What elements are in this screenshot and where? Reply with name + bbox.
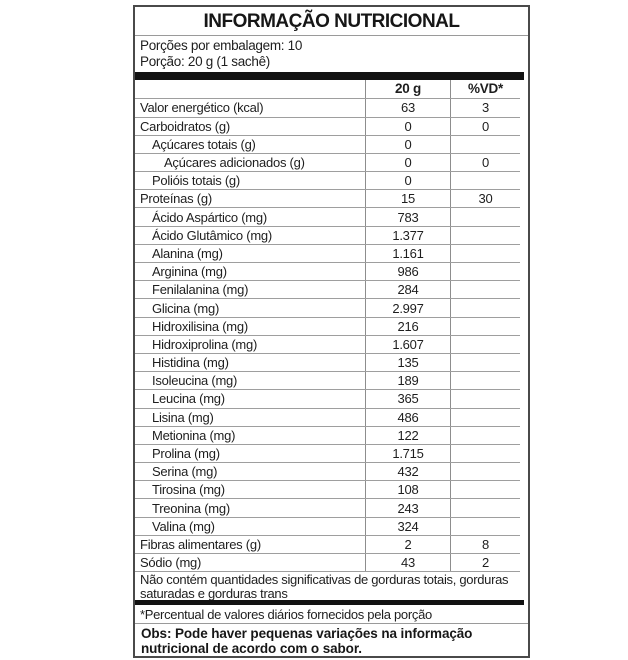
nutrient-amount: 1.161 <box>365 245 450 262</box>
nutrient-dv: 2 <box>450 554 520 571</box>
table-row <box>135 172 520 190</box>
nutrient-dv <box>450 390 520 407</box>
nutrient-amount: 0 <box>365 154 450 171</box>
table-row <box>135 536 520 554</box>
nutrient-dv <box>450 299 520 316</box>
divider-bar-top <box>135 72 524 80</box>
nutrient-amount: 1.715 <box>365 445 450 462</box>
nutrient-dv <box>450 445 520 462</box>
nutrient-label: Arginina (mg) <box>152 264 227 280</box>
table-row <box>135 518 520 536</box>
nutrient-label: Açúcares totais (g) <box>152 136 256 152</box>
nutrient-amount: 1.607 <box>365 336 450 353</box>
table-row <box>135 427 520 445</box>
nutrient-label: Proteínas (g) <box>140 191 212 207</box>
nutrient-amount: 0 <box>365 136 450 153</box>
table-row <box>135 136 520 154</box>
nutrient-dv <box>450 336 520 353</box>
nutrient-label: Glicina (mg) <box>152 300 220 316</box>
table-row <box>135 154 520 172</box>
nutrient-amount: 15 <box>365 190 450 207</box>
table-row <box>135 554 520 572</box>
nutrient-amount: 189 <box>365 372 450 389</box>
nutrient-label: Lisina (mg) <box>152 409 214 425</box>
nutrient-label: Treonina (mg) <box>152 500 230 516</box>
nutrient-label: Hidroxilisina (mg) <box>152 318 248 334</box>
nutrient-dv <box>450 427 520 444</box>
serving-size: Porção: 20 g (1 sachê) <box>140 54 270 69</box>
nutrient-amount: 243 <box>365 499 450 516</box>
nutrient-dv <box>450 318 520 335</box>
nutrient-amount: 1.377 <box>365 227 450 244</box>
nutrient-amount: 324 <box>365 518 450 535</box>
serving-info <box>135 36 528 72</box>
nutrient-dv <box>450 172 520 189</box>
nutrient-dv: 30 <box>450 190 520 207</box>
nutrient-amount: 486 <box>365 409 450 426</box>
nutrient-amount: 216 <box>365 318 450 335</box>
nutrient-dv <box>450 227 520 244</box>
nutrient-amount: 986 <box>365 263 450 280</box>
nutrient-label: Isoleucina (mg) <box>152 373 238 389</box>
nutrient-amount: 43 <box>365 554 450 571</box>
nutrient-dv <box>450 409 520 426</box>
nutrient-dv: 3 <box>450 99 520 116</box>
nutrient-label: Leucina (mg) <box>152 391 225 407</box>
table-row <box>135 318 520 336</box>
nutrient-label: Ácido Glutâmico (mg) <box>152 227 272 243</box>
table-row <box>135 281 520 299</box>
nutrient-rows <box>135 99 528 572</box>
table-row <box>135 299 520 317</box>
nutrient-amount: 0 <box>365 172 450 189</box>
nutrient-dv: 0 <box>450 154 520 171</box>
nutrient-label: Histidina (mg) <box>152 355 229 371</box>
table-row <box>135 390 520 408</box>
table-row <box>135 190 520 208</box>
nutrient-label: Metionina (mg) <box>152 427 236 443</box>
column-header-amount: 20 g <box>365 80 450 99</box>
nutrient-label: Alanina (mg) <box>152 245 223 261</box>
nutrient-amount: 135 <box>365 354 450 371</box>
nutrient-label: Fibras alimentares (g) <box>140 536 261 552</box>
table-row <box>135 245 520 263</box>
nutrient-label: Prolina (mg) <box>152 446 220 462</box>
nutrient-amount: 365 <box>365 390 450 407</box>
nutrient-label: Polióis totais (g) <box>152 173 240 189</box>
nutrient-dv <box>450 372 520 389</box>
nutrient-label: Fenilalanina (mg) <box>152 282 249 298</box>
nutrient-amount: 432 <box>365 463 450 480</box>
nutrient-dv: 8 <box>450 536 520 553</box>
nutrient-dv: 0 <box>450 118 520 135</box>
table-row <box>135 409 520 427</box>
nutrient-label: Hidroxiprolina (mg) <box>152 336 258 352</box>
table-row <box>135 118 520 136</box>
table-row <box>135 372 520 390</box>
nutrient-amount: 284 <box>365 281 450 298</box>
nutrient-amount: 2.997 <box>365 299 450 316</box>
table-title: INFORMAÇÃO NUTRICIONAL <box>135 7 528 36</box>
nutrient-label: Carboidratos (g) <box>140 118 230 134</box>
column-header-dv: %VD* <box>450 80 520 99</box>
nutrient-label: Sódio (mg) <box>140 555 202 571</box>
nutrient-dv <box>450 518 520 535</box>
table-row <box>135 99 520 117</box>
nutrient-dv <box>450 354 520 371</box>
nutrient-amount: 2 <box>365 536 450 553</box>
nutrient-amount: 0 <box>365 118 450 135</box>
obs-note: Obs: Pode haver pequenas variações na informação nutricional de acordo com o sabor. <box>141 626 473 656</box>
nutrient-dv <box>450 463 520 480</box>
table-row <box>135 445 520 463</box>
nutrient-dv <box>450 499 520 516</box>
nutrient-label: Açúcares adicionados (g) <box>164 155 305 171</box>
nutrient-dv <box>450 481 520 498</box>
nutrient-label: Valor energético (kcal) <box>140 100 264 116</box>
nutrient-amount: 63 <box>365 99 450 116</box>
nutrient-label: Ácido Aspártico (mg) <box>152 209 267 225</box>
table-row <box>135 336 520 354</box>
table-row <box>135 227 520 245</box>
no-fat-note: Não contém quantidades significativas de gorduras totais, gorduras saturadas e gorduras trans <box>140 572 509 601</box>
nutrient-label: Valina (mg) <box>152 518 215 534</box>
servings-per-package: Porções por embalagem: 10 <box>140 38 303 53</box>
nutrient-amount: 783 <box>365 208 450 225</box>
nutrient-dv <box>450 263 520 280</box>
table-row <box>135 354 520 372</box>
nutrition-facts-table <box>133 5 530 658</box>
nutrient-dv <box>450 136 520 153</box>
column-header-row <box>135 80 520 100</box>
nutrient-dv <box>450 208 520 225</box>
nutrient-amount: 108 <box>365 481 450 498</box>
table-row <box>135 463 520 481</box>
table-row <box>135 208 520 226</box>
dv-footnote: *Percentual de valores diários fornecidos pela porção <box>135 605 528 624</box>
table-row <box>135 481 520 499</box>
nutrient-label: Serina (mg) <box>152 464 218 480</box>
nutrient-dv <box>450 281 520 298</box>
table-row <box>135 263 520 281</box>
table-row <box>135 499 520 517</box>
nutrient-dv <box>450 245 520 262</box>
nutrient-label: Tirosina (mg) <box>152 482 225 498</box>
nutrient-amount: 122 <box>365 427 450 444</box>
